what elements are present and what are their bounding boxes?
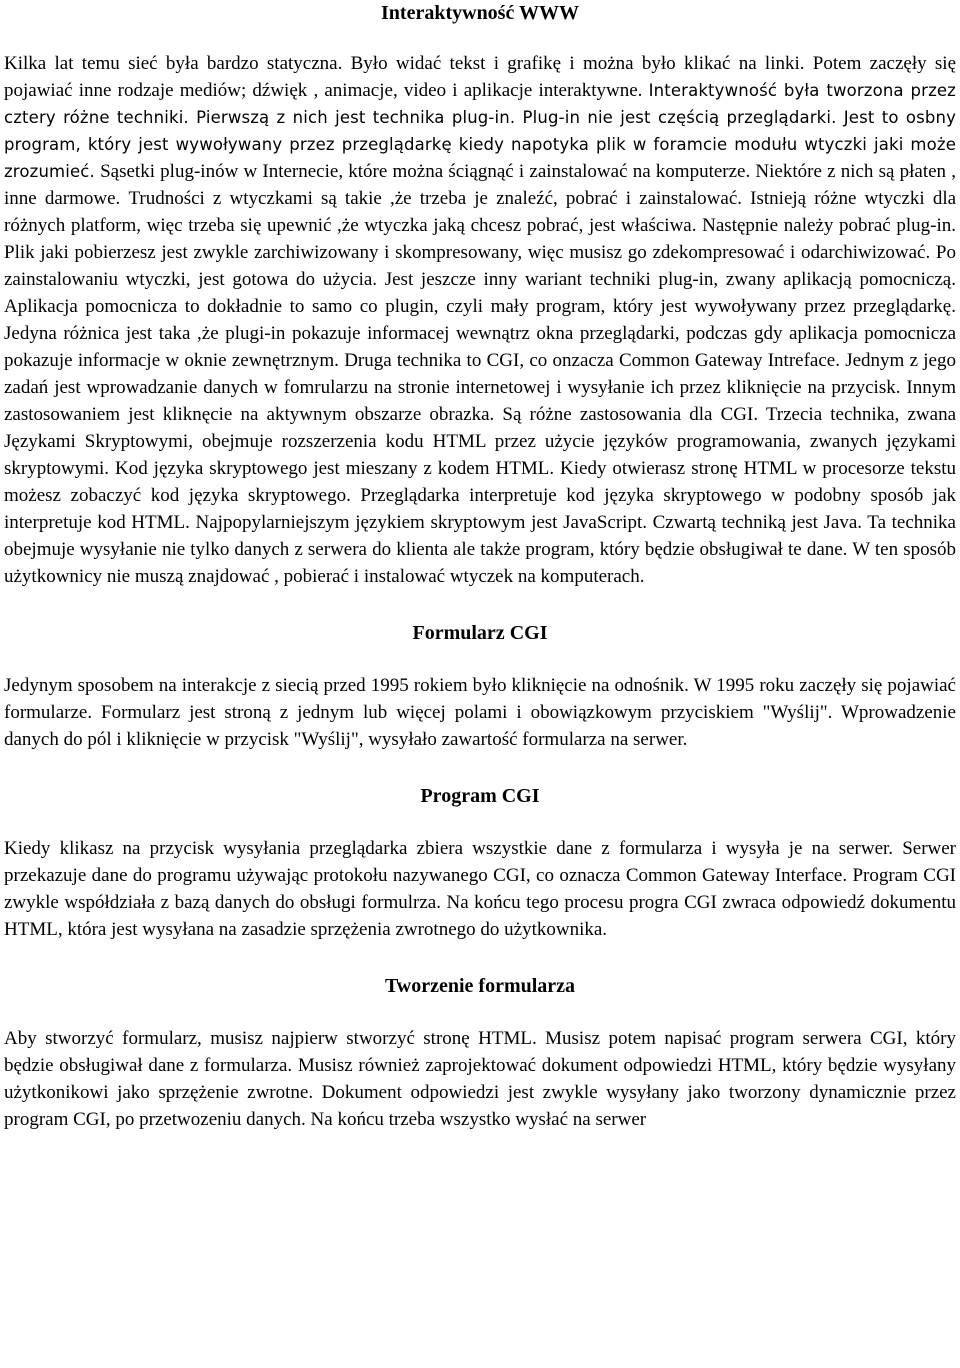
intro-text-2: Interaktywność była tworzona przez cztery różne techniki. Pierwszą z nich jest technika plug-in. Plug-in nie jest częścią przeglądarki. Jest to osbny program, który jest wywoływany przez przeglądarkę kiedy napotyka plik w foramcie modułu wtyczki jaki może zrozumieć. [4,81,956,181]
section-paragraph: Aby stworzyć formularz, musisz najpierw stworzyć stronę HTML. Musisz potem napisać program serwera CGI, który będzie obsługiwał dane z formularza. Musisz również zaprojektować dokument odpowiedzi HTML, który będzie wysyłany użytkonikowi jako sprzężenie zwrotne. Dokument odpowiedzi jest zwykle wysyłany jako tworzony dynamicznie przez program CGI, po przetwozeniu danych. Na końcu trzeba wszystko wysłać na serwer [4,1028,956,1130]
section-paragraph: Kiedy klikasz na przycisk wysyłania przeglądarka zbiera wszystkie dane z formularza i wysyła je na serwer. Serwer przekazuje dane do programu używając protokołu nazywanego CGI, co oznacza Common Gateway Interface. Program CGI zwykle współdziała z bazą danych do obsługi formulrza. Na końcu tego procesu progra CGI zwraca odpowiedź dokumentu HTML, która jest wysyłana na zasadzie sprzężenia zwrotnego do użytkownika. [4,838,956,940]
section-heading: Formularz CGI [412,622,548,644]
section-heading: Tworzenie formularza [384,975,576,997]
document-title: Interaktywność WWW [381,2,579,24]
intro-text-5: Istnieją różne wtyczki dla różnych platform, więc trzeba się upewnić ,że wtyczka jaką chcesz pobrać, jest właściwa. [4,188,957,236]
section-program-cgi [4,783,956,943]
section-formularz-cgi [4,620,956,753]
section-heading: Program CGI [420,785,540,807]
intro-text-3: Sąsetki plug-inów w Internecie, które można ściągnąć i zainstalować na komputerze. Niektóre z nich są płaten , inne darmowe. [4,161,956,209]
intro-text-6: Następnie należy pobrać plug-in. Plik jaki pobierzesz jest zwykle zarchiwizowany i skompresowany, więc musisz go zdekompresować i odarchiwizować. Po zainstalowaniu wtyczki, jest gotowa do użycia. Jest jeszcze inny wariant techniki plug-in, zwany aplikacją pomocniczą. Aplikacja pomocnicza to dokładnie to samo co plugin, czyli mały program, który jest wywoływany przez przeglądarkę. Jedyna różnica jest taka ,że plugi-in pokazuje informacej wewnątrz okna przeglądarki, podczas gdy aplikacja pomocnicza pokazuje informacje w oknie zewnętrznym. Druga technika to CGI, co onzacza Common Gateway Intreface. Jednym z jego zadań jest wprowadzanie danych w fomrularzu na stronie internetowej i wysyłanie ich przez kliknięcie na przycisk. Innym zastosowaniem jest kliknęcie na aktywnym obszarze obrazka. Są różne zastosowania dla CGI. Trzecia technika, zwana Językami Skryptowymi, obejmuje rozszerzenia kodu HTML przez użycie języków programowania, zwanych językami skryptowymi. Kod języka skryptowego jest mieszany z kodem HTML. Kiedy otwierasz stronę HTML w procesorze tekstu możesz zobaczyć kod języka skryptowego. Przeglądarka interpretuje kod języka skryptowego w podobny sposób jak interpretuje kod HTML. Najpopylarniejszym językiem skryptowym jest JavaScript. Czwartą techniką jest Java. Ta technika obejmuje wysyłanie nie tylko danych z serwera do klienta ale także program, który będzie obsługiwał te dane. W ten sposób użytkownicy nie muszą znajdować , pobierać i instalować wtyczek na komputerach. [4,215,956,587]
section-tworzenie-formularza [4,973,956,1133]
intro-text-1: Kilka lat temu sieć była bardzo statyczna. Było widać tekst i grafikę i można było klikać na linki. Potem zaczęły się pojawiać inne rodzaje mediów; dźwięk , animacje, video i aplikacje interaktywne. [4,53,956,101]
intro-paragraph [4,50,956,590]
intro-text-4: Trudności z wtyczkami są takie ,że trzeba je znaleźć, pobrać i zainstalować. [128,188,743,209]
section-paragraph: Jedynym sposobem na interakcje z siecią przed 1995 rokiem było kliknięcie na odnośnik. W 1995 roku zaczęły się pojawiać formularze. Formularz jest stroną z jednym lub więcej polami i obowiązkowym przyciskiem "Wyślij". Wprowadzenie danych do pól i kliknięcie w przycisk "Wyślij", wysyłało zawartość formularza na serwer. [4,675,956,750]
